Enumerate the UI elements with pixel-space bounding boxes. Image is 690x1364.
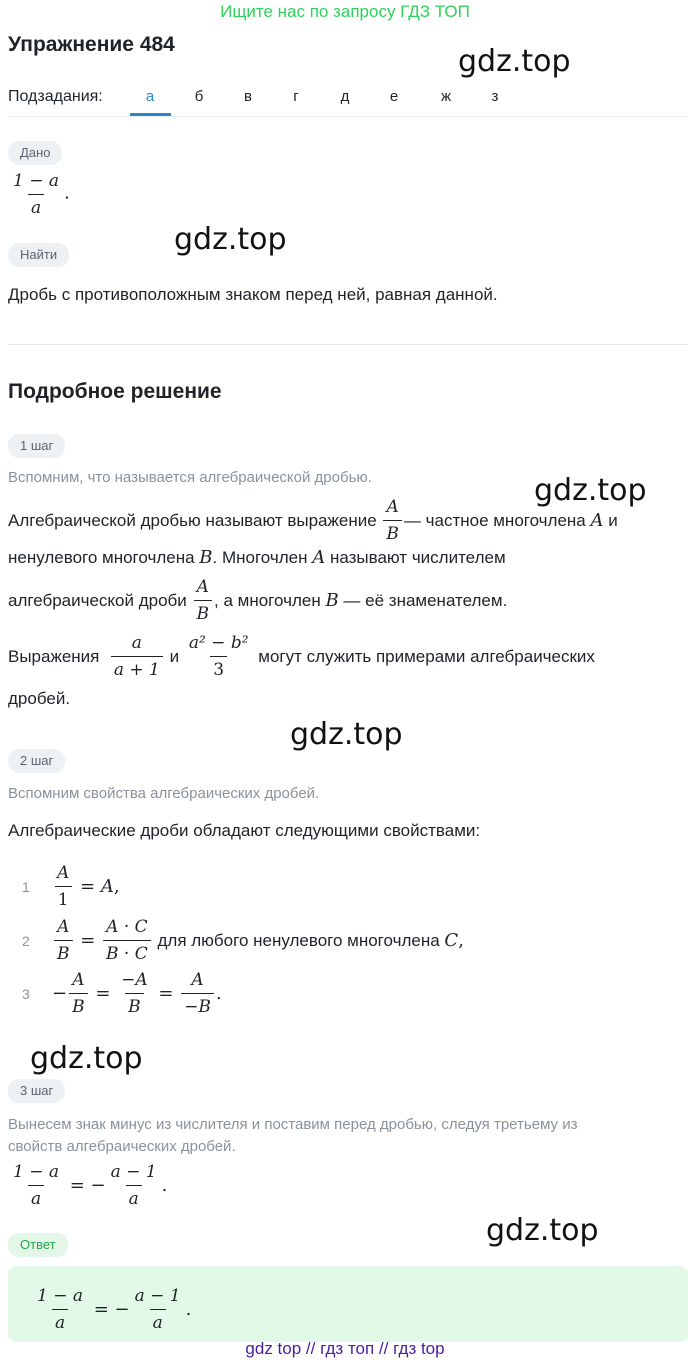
step1-badge: 1 шаг: [8, 434, 65, 458]
find-badge: Найти: [8, 243, 69, 267]
subtasks-bar: [8, 86, 688, 116]
solution-heading: Подробное решение: [8, 380, 222, 403]
step1-paragraph-line2: ненулевого многочлена B . Многочлен A называют числителем: [8, 547, 506, 568]
watermark: gdz.top: [30, 1041, 143, 1076]
step1-paragraph-line1: Алгебраической дробью называют выражение $\frac{A}{B}$ — частное многочлена A и: [8, 497, 618, 544]
given-expression: $\frac{1 - a}{a}$ .: [13, 171, 70, 218]
property-3: 3 − $\frac{A}{B}$ = $\frac{-A}{B}$ = $\frac{A}{-B}$ .: [22, 970, 222, 1017]
subtasks-label: Подзадания:: [8, 88, 103, 105]
page-title: Упражнение 484: [8, 33, 175, 56]
tab-a[interactable]: а: [145, 88, 155, 105]
step1-paragraph2-line1: Выражения $\frac{a}{a + 1}$ и $\frac{\text{a² − b²}}{3}$ могут служить примерами алгебраических: [8, 633, 595, 680]
step3-hint-line2: свойств алгебраических дробей.: [8, 1138, 236, 1155]
divider: [8, 116, 688, 117]
step1-hint: Вспомним, что называется алгебраической дробью.: [8, 469, 372, 486]
property-1: 1 $\frac{A}{1}$ = A ,: [22, 863, 120, 910]
watermark: gdz.top: [174, 222, 287, 257]
step2-hint: Вспомним свойства алгебраических дробей.: [8, 785, 320, 802]
watermark: gdz.top: [486, 1213, 599, 1248]
watermark: gdz.top: [290, 717, 403, 752]
tab-e[interactable]: е: [389, 88, 399, 105]
step3-hint-line1: Вынесем знак минус из числителя и поставим перед дробью, следуя третьему из: [8, 1116, 578, 1133]
given-badge: Дано: [8, 141, 62, 165]
watermark: gdz.top: [458, 44, 571, 79]
tab-b[interactable]: б: [194, 88, 204, 105]
watermark: gdz.top: [534, 473, 647, 508]
answer-badge: Ответ: [8, 1233, 68, 1257]
answer-equation: $\frac{1 - a}{a}$ = − $\frac{a - 1}{a}$ .: [37, 1286, 192, 1333]
step2-intro: Алгебраические дроби обладают следующими свойствами:: [8, 821, 481, 840]
step2-badge: 2 шаг: [8, 749, 65, 773]
step3-equation: $\frac{1 - a}{a}$ = − $\frac{a - 1}{a}$ .: [13, 1162, 168, 1209]
tab-zh[interactable]: ж: [440, 88, 452, 105]
tab-z[interactable]: з: [491, 88, 499, 105]
tab-v[interactable]: в: [244, 88, 252, 105]
find-text: Дробь с противоположным знаком перед ней, равная данной.: [8, 285, 498, 304]
tab-g[interactable]: г: [293, 88, 299, 105]
step1-paragraph2-line2: дробей.: [8, 689, 71, 708]
step3-badge: 3 шаг: [8, 1079, 65, 1103]
bottom-links[interactable]: gdz top // гдз топ // гдз top: [245, 1339, 445, 1358]
top-banner-link[interactable]: Ищите нас по запросу ГДЗ ТОП: [220, 2, 470, 21]
step1-paragraph-line3: алгебраической дроби $\frac{A}{B}$ , а многочлен B — её знаменателем.: [8, 577, 508, 624]
tab-d[interactable]: д: [340, 88, 350, 105]
divider: [8, 344, 688, 345]
property-2: 2 $\frac{A}{B}$ = $\frac{A \cdot C}{B \cdot C}$ для любого ненулевого многочлена C ,: [22, 917, 464, 964]
